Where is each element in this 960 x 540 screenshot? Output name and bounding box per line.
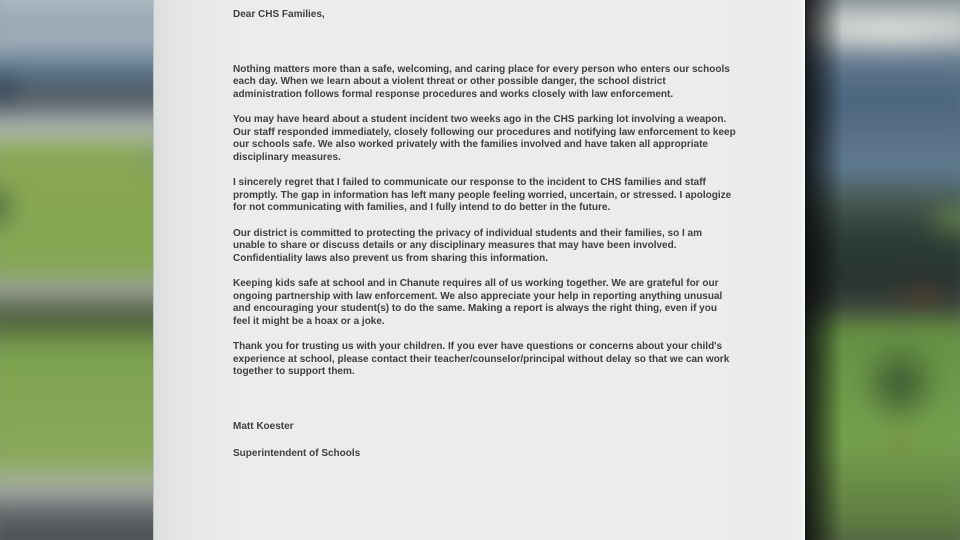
letter-salutation: Dear CHS Families, — [233, 9, 325, 20]
letter-paragraph: Nothing matters more than a safe, welcoming, and caring place for every person who enters our schools each day. When we learn about a violent threat or other possible danger, the school district administration follows formal response procedures and works closely with law enforcement. — [233, 63, 730, 100]
signature-name: Matt Koester — [233, 420, 294, 432]
signature-title: Superintendent of Schools — [233, 448, 361, 459]
letter-page — [153, 0, 805, 540]
letter-paragraph: You may have heard about a student incident two weeks ago in the CHS parking lot involving a weapon. Our staff responded immediately, closely following our procedures and notifying law enforcement to keep our schools safe. We also worked privately with the families involved and have taken all appropriate disciplinary measures. — [233, 114, 736, 163]
page-edge-shadow — [805, 0, 843, 540]
letter-body — [233, 9, 736, 461]
letter-paragraph: Thank you for trusting us with your children. If you ever have questions or concerns about your child's experience at school, please contact their teacher/counselor/principal without delay so that we can work together to support them. — [233, 341, 730, 377]
letter-paragraph: I sincerely regret that I failed to communicate our response to the incident to CHS families and staff promptly. The gap in information has left many people feeling worried, uncertain, or stressed. I apologize for not communicating with families, and I fully intend to do better in the future. — [233, 177, 732, 213]
letter-paragraph: Keeping kids safe at school and in Chanute requires all of us working together. We are grateful for our ongoing partnership with law enforcement. We also appreciate your help in reporting anything unusual and encouraging your student(s) to do the same. Making a report is always the right thing, even if you feel it might be a hoax or a joke. — [233, 278, 723, 327]
letter-paragraph: Our district is committed to protecting the privacy of individual students and their families, so I am unable to share or discuss details or any disciplinary measures that may have been involved. Confidentiality laws also prevent us from sharing this information. — [233, 227, 702, 264]
